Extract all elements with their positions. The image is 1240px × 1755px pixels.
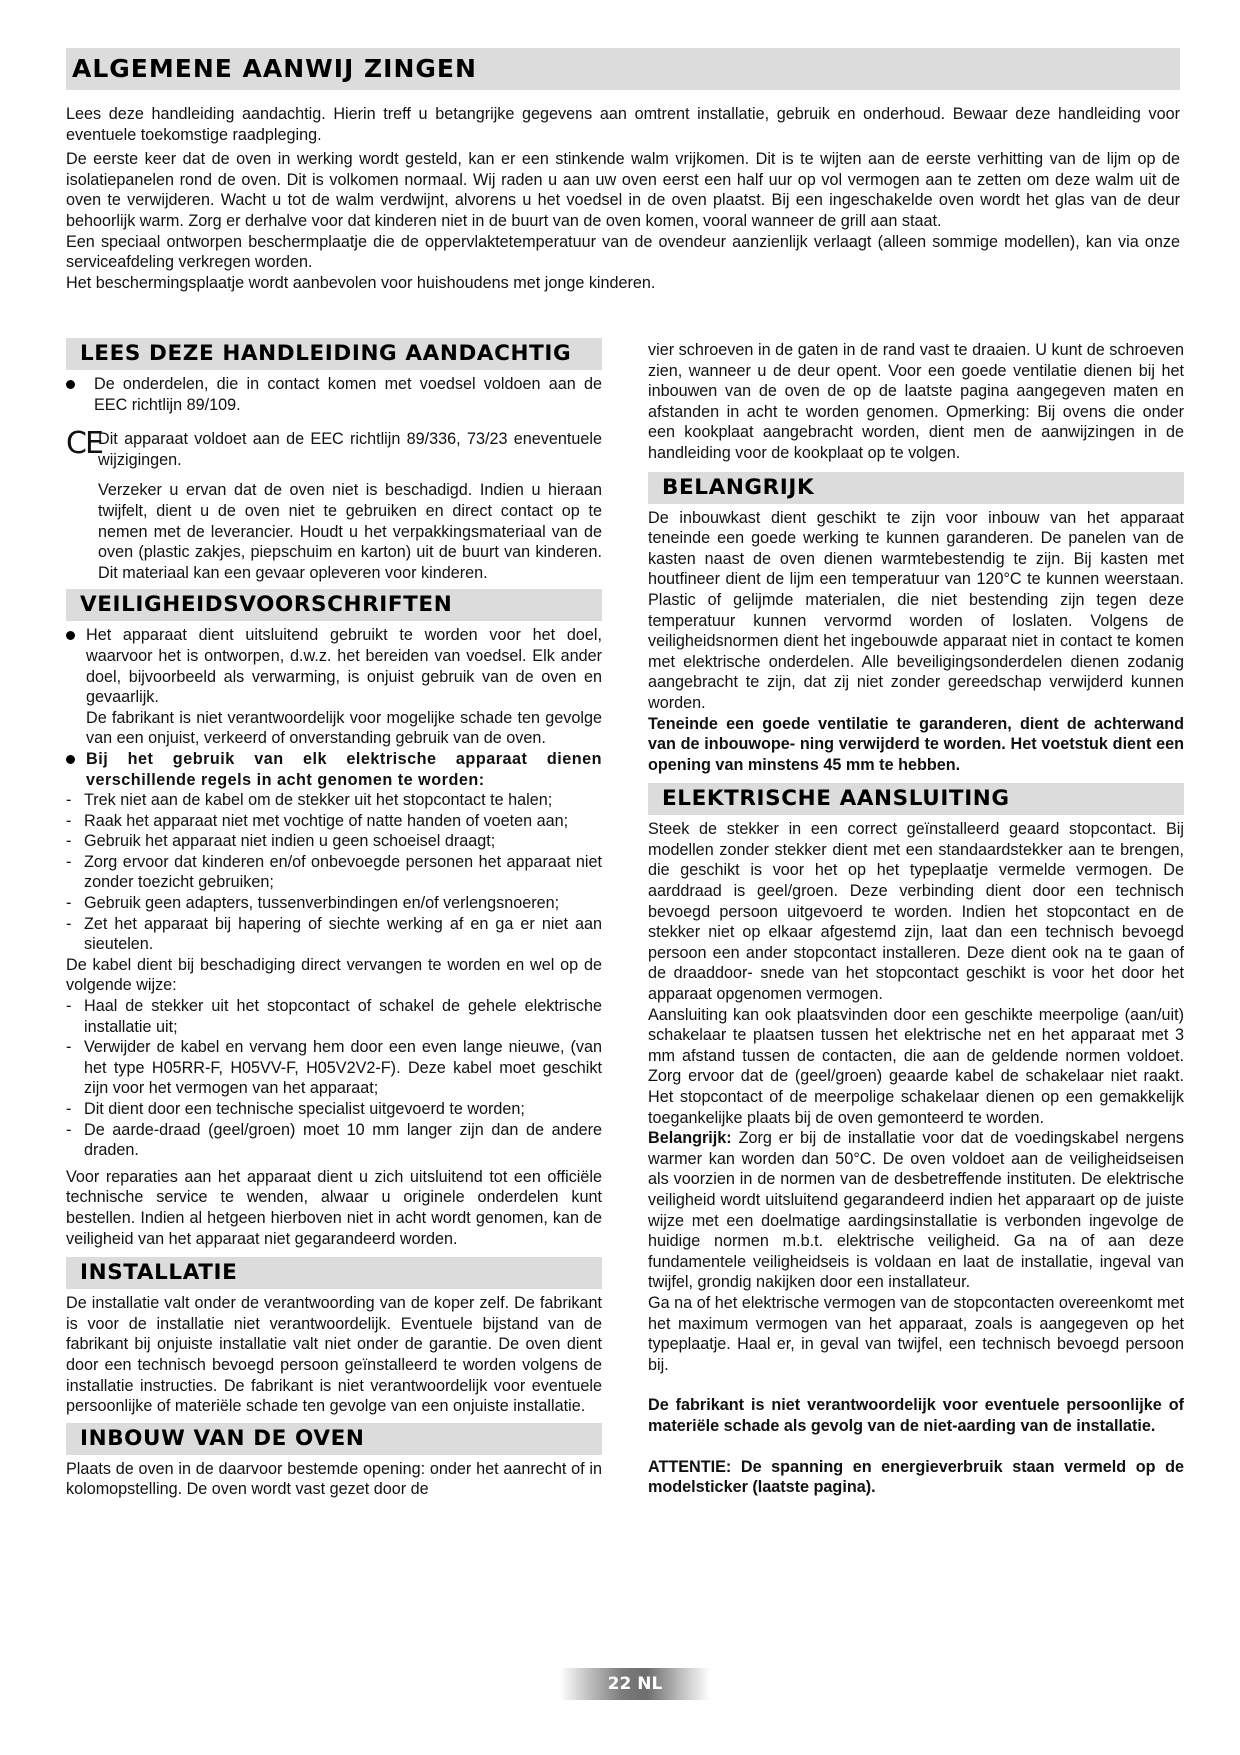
belangrijk-text: De inbouwkast dient geschikt te zijn voor inbouw van het apparaat teneinde een goede werking te kunnen garanderen. De panelen van de kasten naast de oven dienen warmtebestendig te zijn. Bij kasten met houtfineer dient de lijm een temperatuur van 120°C te kunnen weerstaan. Plastic of gelijmde materialen, die niet bestending zijn tegen deze temperatuur kunnen vervormd worden of loslaten. Volgens de veiligheidsnormen dient het ingebouwde apparaat niet in contact te komen met elektrische onderdelen. Alle beveiligingsonderdelen dienen zodanig aangebracht te zijn, dat zij niet zonder gereedschap verwijderd kunnen worden. [648,508,1184,712]
list-item [66,374,602,415]
lees-paragraph: Verzeker u ervan dat de oven niet is beschadigd. Indien u hieraan twijfelt, dient u de oven niet te gebruiken en direct contact op te nemen met de leverancier. Houdt u het verpakkingsmateriaal van de oven (plastic zakjes, piepschuim en karton) uit de buurt van kinderen. Dit materiaal kan een gevaar opleveren voor kinderen. [98,481,602,582]
list-item [66,811,602,832]
list-item-text: Zorg ervoor dat kinderen en/of onbevoegde personen het apparaat niet zonder toezicht gebruiken; [84,852,602,892]
dash-marker: - [66,1038,72,1057]
intro-section [66,104,1180,293]
ce-text: Dit apparaat voldoet aan de EEC richtlijn 89/336, 73/23 eneventuele wijzigingen. [98,430,602,469]
list-item [66,893,602,914]
inbouw-text-left: Plaats de oven in de daarvoor bestemde opening: onder het aanrecht of in kolomopstelling. De oven wordt vast gezet door de [66,1459,602,1499]
section-header-lees [66,338,602,370]
fabrikant-disclaimer: De fabrikant is niet verantwoordelijk voor eventuele persoonlijke of materiële schade als gevolg van de niet-aarding van de installatie. [648,1396,1184,1435]
page-number: 22 NL [607,1674,663,1694]
list-item-text: Gebruik geen adapters, tussenverbindingen en/of verlengsnoeren; [84,894,560,913]
intro-paragraph-2: De eerste keer dat de oven in werking wordt gesteld, kan er een stinkende walm vrijkomen. Dit is te wijten aan de eerste verhitting van de lijm op de isolatiepanelen rond de oven. Dit is volkomen normaal. Wij raden u aan uw oven eerst een half uur op vol vermogen aan te zetten om deze walm uit de oven te verwijderen. Wacht u tot de walm verdwijnt, alvorens u het voedsel in de oven plaatst. Bij een ingeschakelde oven wordt het glas van de deur behoorlijk warm. Zorg er derhalve voor dat kinderen niet in de buurt van de oven komen, vooral wanneer de grill aan staat. [66,150,1180,230]
belangrijk-label: Belangrijk: [648,1129,732,1148]
list-item [66,749,602,790]
list-item-text: Gebruik het apparaat niet indien u geen schoeisel draagt; [84,832,496,851]
main-title-bar [66,48,1180,90]
dash-marker: - [66,791,72,810]
list-item [66,790,602,811]
section-header-belangrijk [648,472,1184,504]
list-item [66,996,602,1037]
section-title-lees: LEES DEZE HANDLEIDING AANDACHTIG [80,341,572,366]
elektrisch-paragraph-3 [648,1128,1184,1293]
list-item-text: De aarde-draad (geel/groen) moet 10 mm langer zijn dan de andere draden. [84,1120,602,1160]
belangrijk-bold-text: Teneinde een goede ventilatie te garanderen, dient de achterwand van de inbouwope- ning verwijderd te worden. Het voetstuk dient een opening van minstens 45 mm te hebben. [648,714,1184,774]
section-title-veiligheid: VEILIGHEIDSVOORSCHRIFTEN [80,592,453,618]
kabel-text: De kabel dient bij beschadiging direct vervangen te worden en wel op de volgende wijze: [66,955,602,995]
list-item-text: Raak het apparaat niet met vochtige of natte handen of voeten aan; [84,811,569,830]
section-title-belangrijk: BELANGRIJK [662,474,815,500]
elektrisch-paragraph-3-text: Zorg er bij de installatie voor dat de voedingskabel nergens warmer kan worden dan 50°C. De oven voldoet aan de veiligheidseisen als voorzien in de normen van de desbetreffende instituten. De elektrische veiligheid wordt uitsluitend gegarandeerd indien het apparaart op de juiste wijze met een doelmatige aardingsinstallatie is verbonden ingevolge de huidige normen m.b.t. elektrische veiligheid. Ga na of aan deze fundamentele veiligheidseis is voldaan en laat de installatie, ingeval van twijfel, grondig nakijken door een installateur. [648,1129,1184,1292]
section-header-inbouw [66,1423,602,1455]
list-item [66,1120,602,1161]
left-column [66,338,602,1500]
list-item-text: Verwijder de kabel en vervang hem door een even lange nieuwe, (van het type H05RR-F, H05VV-F, H05V2V2-F). Deze kabel moet geschikt zijn voor het vermogen van het apparaat; [84,1038,602,1098]
list-item-text: Haal de stekker uit het stopcontact of schakel de gehele elektrische installatie uit; [84,997,602,1036]
list-item [66,914,602,955]
dash-marker: - [66,832,72,851]
dash-marker: - [66,852,72,871]
bullet-icon [66,380,75,389]
veiligheid-bullet-1 [86,625,602,749]
section-header-veiligheid [66,589,602,621]
section-title-elektrisch: ELEKTRISCHE AANSLUITING [662,786,1010,812]
section-header-installatie [66,1257,602,1289]
dash-marker: - [66,1120,72,1139]
elektrisch-paragraph-4: Ga na of het elektrische vermogen van de stopcontacten overeenkomt met het maximum vermogen van het apparaat, zoals is aangegeven op het typeplaatje. Haal er, in geval van twijfel, een technisch bevoegd persoon bij. [648,1293,1184,1374]
dash-list-1 [66,790,602,955]
bullet-icon [66,755,75,764]
list-item [66,852,602,893]
reparatie-text: Voor reparaties aan het apparaat dient u zich uitsluitend tot een officiële technische service te wenden, alwaar u originele onderdelen kunt bestellen. Indien al hetgeen hierboven niet in acht wordt genomen, kan de veiligheid van het apparaat niet gegarandeerd worden. [66,1167,602,1248]
list-item [66,1099,602,1120]
list-item-text: Dit dient door een technische specialist uitgevoerd te worden; [84,1100,525,1118]
section-header-elektrisch [648,783,1184,815]
section-title-inbouw: INBOUW VAN DE OVEN [80,1425,365,1451]
dash-marker: - [66,894,72,913]
page-number-tab [560,1668,710,1700]
dash-marker: - [66,811,72,830]
elektrisch-paragraph-2: Aansluiting kan ook plaatsvinden door een geschikte meerpolige (aan/uit) schakelaar te plaatsen tussen het elektrische net en het apparaat met 3 mm afstand tussen de contacten, die aan de geldende normen voldoet. Zorg ervoor dat de (geel/groen) geaarde kabel de schakelaar niet raakt. Het stopcontact of de meerpolige schakelaar dienen op een gemakkelijk toegankelijke plaats bij de oven gemonteerd te worden. [648,1005,1184,1127]
intro-paragraph-4: Het beschermingsplaatje wordt aanbevolen voor huishoudens met jonge kinderen. [66,273,656,292]
dash-marker: - [66,997,72,1016]
list-item [66,1037,602,1099]
veiligheid-bullet-1b-text: De fabrikant is niet verantwoordelijk voor mogelijke schade ten gevolge van een onjuist, verkeerd of onverstanding gebruik van de oven. [86,708,602,748]
page-title: ALGEMENE AANWIJ ZINGEN [72,54,477,83]
right-column [648,340,1184,1498]
intro-paragraph-1: Lees deze handleiding aandachtig. Hierin treff u betangrijke gegevens aan omtrent installatie, gebruik en onderhoud. Bewaar deze handleiding voor eventuele toekomstige raadpleging. [66,105,1180,144]
attentie-note: ATTENTIE: De spanning en energieverbruik staan vermeld op de modelsticker (laatste pagina). [648,1457,1184,1497]
elektrisch-paragraph-1: Steek de stekker in een correct geïnstalleerd geaard stopcontact. Bij modellen zonder stekker dient met een standaardstekker aan te brengen, die geschikt is voor het op het typeplaatje vermelde vermogen. De aarddraad is geel/groen. Deze verbinding dient door een technisch bevoegd persoon uitgevoerd te worden. Indien het stopcontact en de stekker niet op elkaar afgestemd zijn, laat dan een technisch bevoegd persoon een ander stopcontact installeren. Deze dient ook na te gaan of de draaddoor- snede van het stopcontact geschikt is voor het door het apparaat opgenomen vermogen. [648,820,1184,1004]
list-item-text: Zet het apparaat bij hapering of siechte werking af en ga er niet aan sieutelen. [84,914,602,954]
ce-statement [66,426,602,470]
installatie-text: De installatie valt onder de verantwoording van de koper zelf. De fabrikant is voor de installatie niet verantwoordelijk. Eventuele bijstand van de fabrikant bij onjuiste installatie valt niet onder de garantie. De oven dient door een technisch bevoegd persoon geïnstalleerd te worden volgens de installatie instructies. De fabrikant is niet verantwoordelijk voor eventuele persoonlijke of materiële schade ten gevolge van een onjuiste installatie. [66,1294,602,1416]
veiligheid-bullet-2: Bij het gebruik van elk elektrische apparaat dienen verschillende regels in acht genomen te worden: [86,749,602,789]
intro-paragraph-3: Een speciaal ontworpen beschermplaatje die de oppervlaktetemperatuur van de ovendeur aanzienlijk verlaagt (alleen sommige modellen), kan via onze serviceafdeling verkregen worden. [66,232,1180,272]
section-title-installatie: INSTALLATIE [80,1260,238,1286]
dash-marker: - [66,914,72,933]
dash-marker: - [66,1100,72,1118]
list-item [66,831,602,852]
list-item-text: Trek niet aan de kabel om de stekker uit het stopcontact te halen; [84,791,553,810]
ce-mark-icon: CE [66,426,102,462]
dash-list-2 [66,996,602,1161]
list-item [66,625,602,749]
lees-bullet-text: De onderdelen, die in contact komen met voedsel voldoen aan de EEC richtlijn 89/109. [94,375,602,414]
bullet-icon [66,631,75,640]
inbouw-text-right: vier schroeven in de gaten in de rand vast te draaien. U kunt de schroeven zien, wanneer u de deur opent. Voor een goede ventilatie dienen bij het inbouwen van de oven de op de laatste pagina aangegeven maten en afstanden in acht te worden genomen. Opmerking: Bij ovens die onder een kookplaat aangebracht worden, dient men de aanwijzingen in de handleiding voor de kookplaat op te volgen. [648,341,1184,462]
veiligheid-bullet-1-text: Het apparaat dient uitsluitend gebruikt te worden voor het doel, waarvoor het is ontworpen, d.w.z. het bereiden van voedsel. Elk ander doel, bijvoorbeeld als verwarming, is onjuist gebruik van de oven en gevaarlijk. [86,626,602,707]
